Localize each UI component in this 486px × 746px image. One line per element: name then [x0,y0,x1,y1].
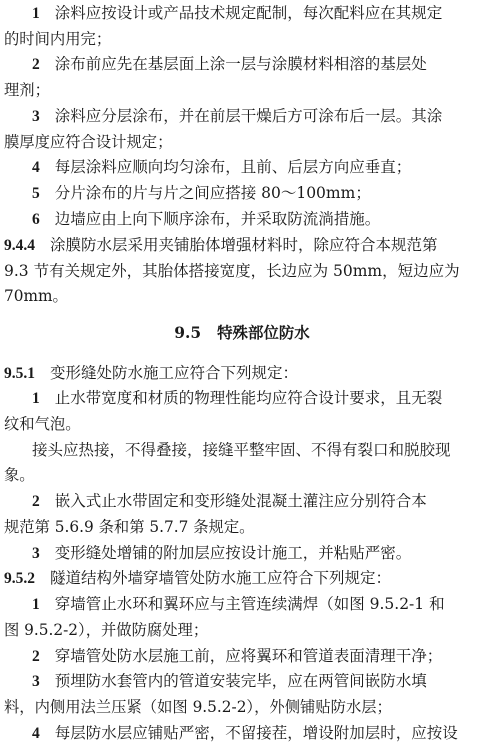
line-text: 变形缝处增铺的附加层应按设计施工，并粘贴严密。 [54,544,412,562]
text-line [4,234,484,257]
line-text: 隧道结构外墙穿墙管处防水施工应符合下列规定： [49,569,391,587]
text-line [4,696,484,718]
text-line [32,2,484,25]
line-text: 每层涂料应顺向均匀涂布，且前、后层方向应垂直； [54,158,412,176]
clause-number: 9.5.1 [4,365,35,382]
text-line [32,670,484,693]
text-line [32,105,484,128]
line-text: 膜厚度应符合设计规定； [4,133,173,151]
clause-number: 9.4.4 [4,237,35,254]
clause-number: 9.5.2 [4,570,35,587]
line-text: 70mm。 [4,287,68,305]
line-text: 边墙应由上向下顺序涂布，并采取防流淌措施。 [54,210,381,228]
item-number: 2 [32,56,40,73]
line-text: 9.3 节有关规定外，其胎体搭接宽度，长边应为 50mm，短边应为 [4,262,460,280]
line-text: 象。 [4,466,35,484]
item-number: 4 [32,725,40,742]
text-line [32,182,484,205]
item-number: 3 [32,673,40,690]
line-text: 理剂； [4,81,50,99]
text-line [32,490,484,513]
line-text: 涂布前应先在基层面上涂一层与涂膜材料相溶的基层处 [54,55,427,73]
section-heading [0,322,484,344]
text-line [4,464,484,486]
line-text: 变形缝处防水施工应符合下列规定： [49,364,298,382]
item-number: 4 [32,159,40,176]
line-text: 规范第 5.6.9 条和第 5.7.7 条规定。 [4,518,255,536]
line-text: 止水带宽度和材质的物理性能均应符合设计要求，且无裂 [54,389,443,407]
line-text: 涂料应按设计或产品技术规定配制，每次配料应在其规定 [54,4,443,22]
item-number: 2 [32,648,40,665]
text-line [4,516,484,538]
text-line [4,131,484,153]
section-number: 9.5 [174,323,202,342]
text-line [32,722,484,745]
line-text: 图 9.5.2-2），并做防腐处理； [4,621,209,639]
text-line [32,156,484,179]
section-title: 特殊部位防水 [217,323,310,342]
text-line [4,260,484,282]
line-text: 穿墙管处防水层施工前，应将翼环和管道表面清理干净； [54,647,443,665]
line-text: 预埋防水套管内的管道安装完毕，应在两管间嵌防水填 [54,672,427,690]
line-text: 每层防水层应铺贴严密，不留接茬，增设附加层时，应按设 [54,724,458,742]
item-number: 1 [32,5,40,22]
line-text: 涂膜防水层采用夹铺胎体增强材料时，除应符合本规范第 [49,236,438,254]
text-line [32,208,484,231]
item-number: 2 [32,493,40,510]
line-text: 纹和气泡。 [4,415,81,433]
line-text: 穿墙管止水环和翼环应与主管连续满焊（如图 9.5.2-1 和 [54,595,445,613]
item-number: 3 [32,545,40,562]
item-number: 3 [32,108,40,125]
item-number: 1 [32,596,40,613]
text-line [32,439,484,461]
text-line [4,362,484,385]
line-text: 涂料应分层涂布，并在前层干燥后方可涂布后一层。其涂 [54,107,443,125]
text-line [4,567,484,590]
text-line [32,542,484,565]
line-text: 料，内侧用法兰压紧（如图 9.5.2-2），外侧铺贴防水层； [4,698,392,716]
item-number: 6 [32,211,40,228]
text-line [32,593,484,616]
text-line [4,28,484,50]
text-line [4,619,484,641]
line-text: 的时间内用完； [4,30,112,48]
text-line [32,387,484,410]
text-line [4,413,484,435]
text-line [4,79,484,101]
text-line [4,285,484,307]
item-number: 1 [32,390,40,407]
text-line [32,53,484,76]
line-text: 接头应热接，不得叠接，接缝平整牢固、不得有裂口和脱胶现 [32,441,451,459]
item-number: 5 [32,185,40,202]
line-text: 分片涂布的片与片之间应搭接 80～100mm； [54,184,371,202]
line-text: 嵌入式止水带固定和变形缝处混凝土灌注应分别符合本 [54,492,427,510]
text-line [32,645,484,668]
